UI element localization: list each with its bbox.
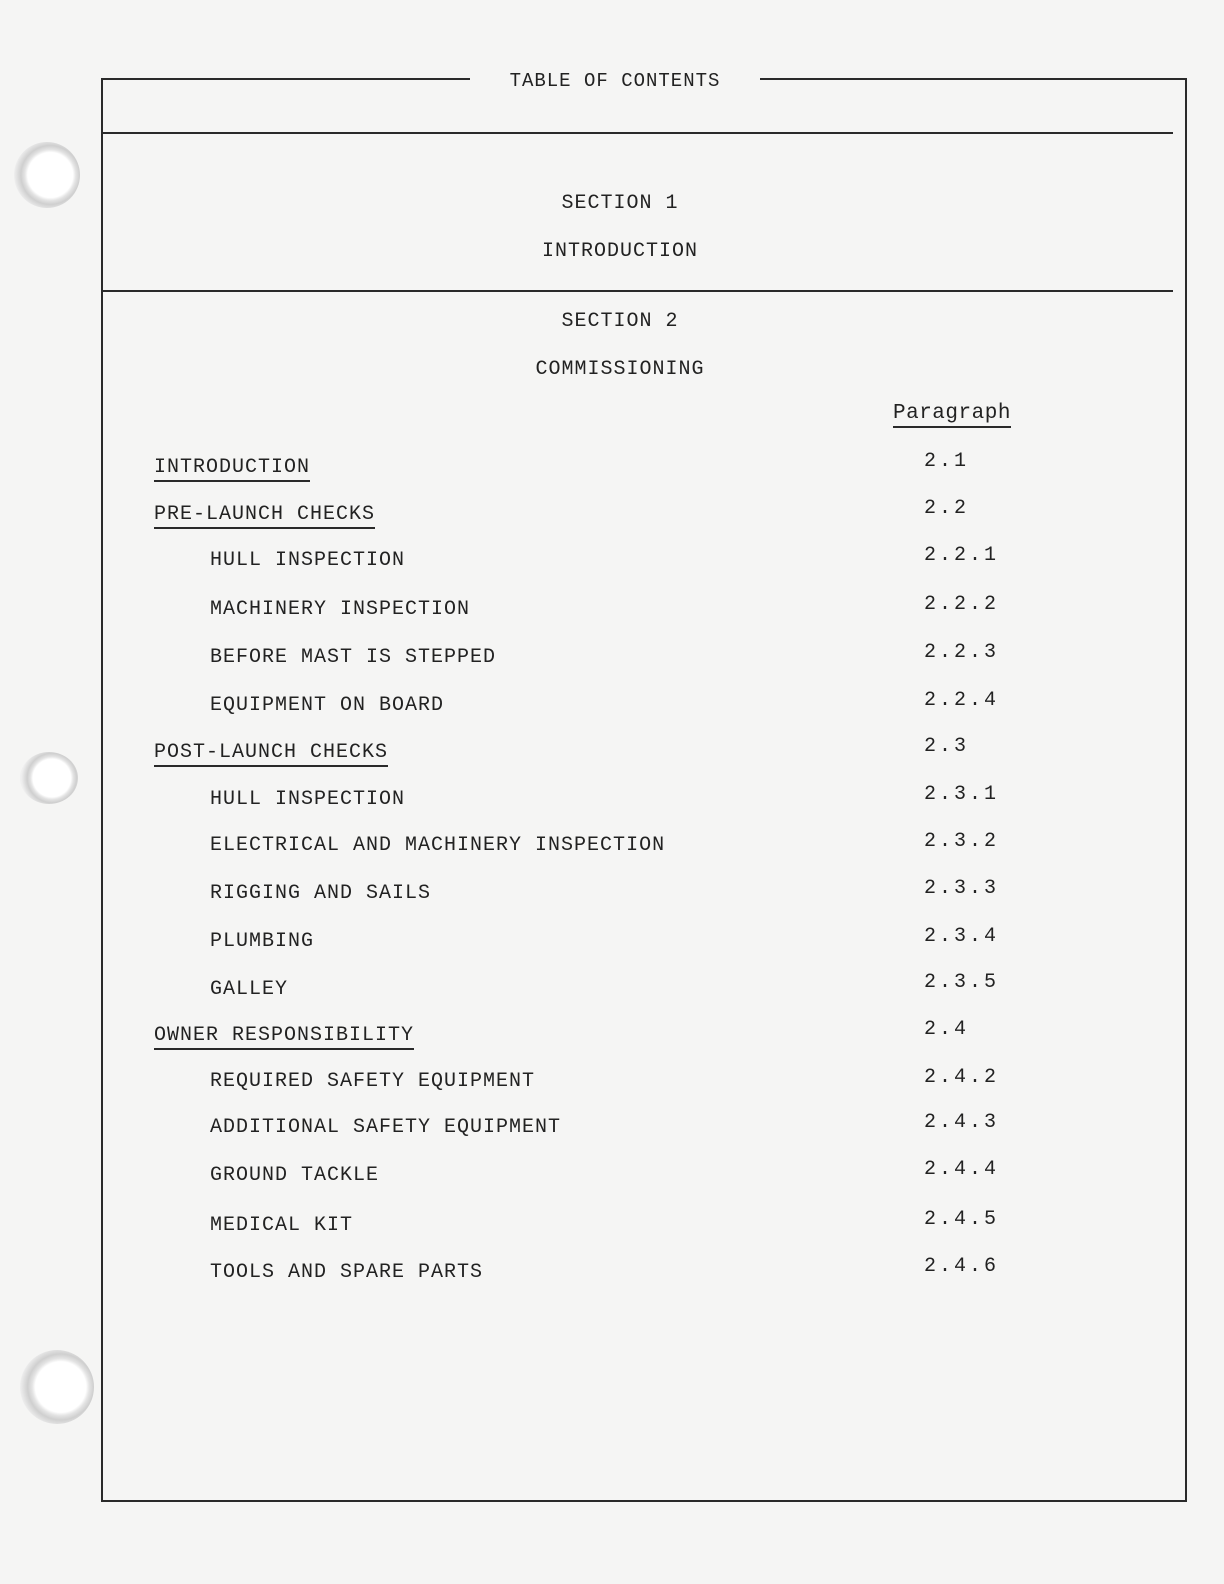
toc-entry-title [154, 456, 310, 479]
section1-number: SECTION 1 [561, 192, 679, 215]
toc-entry-label: OWNER RESPONSIBILITY [154, 1024, 414, 1050]
toc-entry-label: HULL INSPECTION [210, 788, 406, 811]
toc-entry-label: GALLEY [210, 978, 289, 1001]
toc-entry-paragraph-number: 2.3.5 [924, 971, 1000, 994]
toc-entry-title [210, 882, 431, 905]
toc-entry-paragraph-number: 2.3.3 [924, 877, 1000, 900]
toc-entry-label: ELECTRICAL AND MACHINERY INSPECTION [210, 834, 666, 857]
toc-entry-label: ADDITIONAL SAFETY EQUIPMENT [210, 1116, 562, 1139]
toc-entry-title [210, 1164, 379, 1187]
toc-entry-label: HULL INSPECTION [210, 549, 406, 572]
toc-entry-title [210, 694, 444, 717]
toc-entry-title [154, 741, 388, 764]
toc-entry-title [210, 598, 470, 621]
section-divider [101, 290, 1173, 292]
toc-entry-label: INTRODUCTION [154, 456, 310, 482]
toc-entry-label: MACHINERY INSPECTION [210, 598, 471, 621]
toc-entry-label: BEFORE MAST IS STEPPED [210, 646, 497, 669]
section1-title: INTRODUCTION [541, 240, 699, 263]
binder-hole [14, 142, 80, 208]
toc-entry-title [210, 646, 496, 669]
toc-entry-paragraph-number: 2.3.4 [924, 925, 1000, 948]
header-divider [101, 132, 1173, 134]
toc-entry-label: TOOLS AND SPARE PARTS [210, 1261, 484, 1284]
toc-entry-label: RIGGING AND SAILS [210, 882, 432, 905]
toc-entry-title [154, 503, 375, 526]
toc-entry-title [210, 1070, 535, 1093]
toc-entry-title [210, 549, 405, 572]
toc-entry-label: GROUND TACKLE [210, 1164, 380, 1187]
toc-entry-title [210, 788, 405, 811]
toc-entry-paragraph-number: 2.1 [924, 450, 970, 473]
toc-entry-title [210, 1214, 353, 1237]
toc-title: TABLE OF CONTENTS [470, 68, 760, 94]
paragraph-column-header: Paragraph [893, 402, 1011, 428]
toc-entry-paragraph-number: 2.4.4 [924, 1158, 1000, 1181]
toc-entry-title [154, 1024, 414, 1047]
toc-entry-label: PLUMBING [210, 930, 315, 953]
toc-entry-title [210, 930, 314, 953]
toc-entry-paragraph-number: 2.2 [924, 497, 970, 520]
toc-entry-paragraph-number: 2.3.1 [924, 783, 1000, 806]
toc-entry-paragraph-number: 2.4.6 [924, 1255, 1000, 1278]
toc-entry-paragraph-number: 2.2.4 [924, 689, 1000, 712]
binder-hole [20, 752, 78, 804]
toc-entry-paragraph-number: 2.3 [924, 735, 970, 758]
toc-entry-label: REQUIRED SAFETY EQUIPMENT [210, 1070, 536, 1093]
toc-entry-paragraph-number: 2.4 [924, 1018, 970, 1041]
toc-entry-paragraph-number: 2.3.2 [924, 830, 1000, 853]
toc-entry-label: EQUIPMENT ON BOARD [210, 694, 445, 717]
section2-number: SECTION 2 [561, 310, 679, 333]
toc-entry-title [210, 1116, 561, 1139]
toc-entry-paragraph-number: 2.2.1 [924, 544, 1000, 567]
toc-entry-paragraph-number: 2.4.2 [924, 1066, 1000, 1089]
toc-entry-label: PRE-LAUNCH CHECKS [154, 503, 375, 529]
toc-entry-paragraph-number: 2.4.5 [924, 1208, 1000, 1231]
toc-entry-label: POST-LAUNCH CHECKS [154, 741, 388, 767]
toc-entry-paragraph-number: 2.2.2 [924, 593, 1000, 616]
toc-entry-paragraph-number: 2.2.3 [924, 641, 1000, 664]
section2-title: COMMISSIONING [535, 358, 705, 381]
toc-entry-title [210, 834, 665, 857]
toc-entry-label: MEDICAL KIT [210, 1214, 354, 1237]
toc-entry-title [210, 978, 288, 1001]
toc-entry-title [210, 1261, 483, 1284]
toc-entry-paragraph-number: 2.4.3 [924, 1111, 1000, 1134]
binder-hole [20, 1350, 94, 1424]
